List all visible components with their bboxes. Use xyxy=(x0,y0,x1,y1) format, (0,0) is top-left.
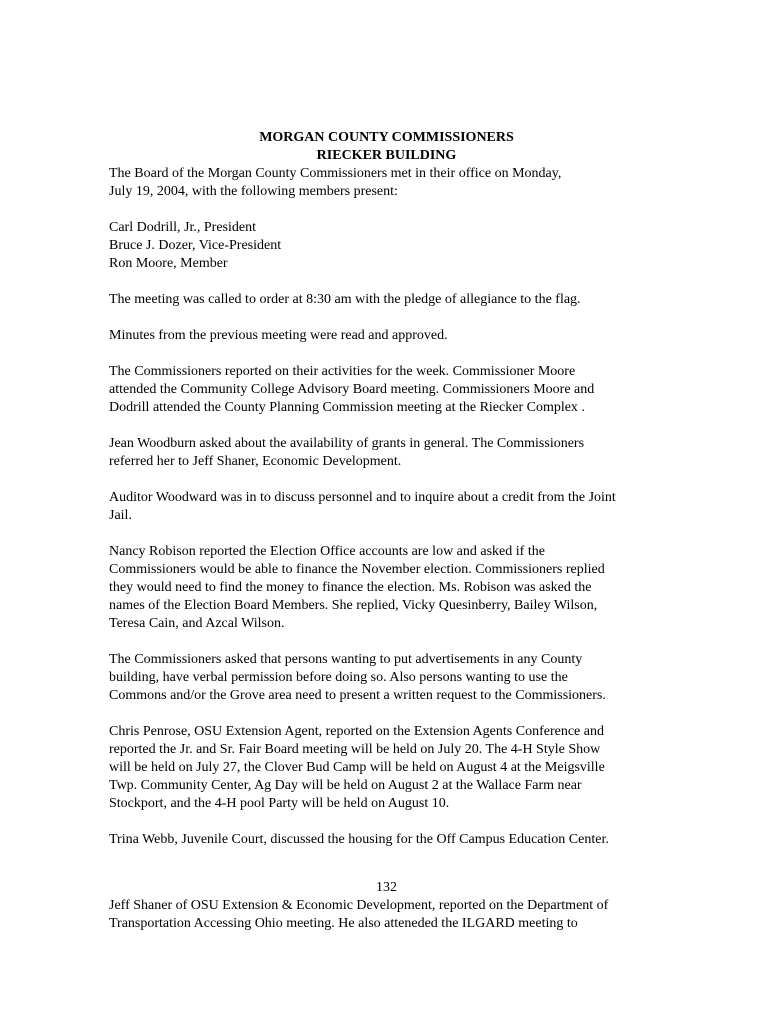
paragraph-extension-agent: Chris Penrose, OSU Extension Agent, reported on the Extension Agents Conference and reported the Jr. and Sr. Fair Board meeting will be held on July 20. The 4-H Style Show will be held on July 27, the Clover Bud Camp will be held on August 4 at the Meigsville Twp. Community Center, Ag Day will be held on August 2 at the Wallace Farm near Stockport, and the 4-H pool Party will be held on August 10. xyxy=(109,724,605,811)
paragraph-advertisements: The Commissioners asked that persons wanting to put advertisements in any County building, have verbal permission before doing so. Also persons wanting to use the Commons and/or the Grove area need to present a written request to the Commissioners. xyxy=(109,652,606,703)
member-item: Ron Moore, Member xyxy=(109,256,228,271)
document-title: MORGAN COUNTY COMMISSIONERS xyxy=(259,130,514,145)
paragraph-grants: Jean Woodburn asked about the availability of grants in general. The Commissioners referred her to Jeff Shaner, Economic Development. xyxy=(109,436,585,469)
member-item: Carl Dodrill, Jr., President xyxy=(109,220,256,235)
paragraph-juvenile-court: Trina Webb, Juvenile Court, discussed the housing for the Off Campus Education Center. xyxy=(109,832,609,847)
paragraph-call-to-order: The meeting was called to order at 8:30 am with the pledge of allegiance to the flag. xyxy=(109,292,581,307)
paragraph-election-office: Nancy Robison reported the Election Office accounts are low and asked if the Commissioners would be able to finance the November election. Commissioners replied they would need to find the money to finance the election. Ms. Robison was asked the names of the Election Board Members. She replied, Vicky Quesinberry, Bailey Wilson, Teresa Cain, and Azcal Wilson. xyxy=(109,544,605,631)
paragraph-commissioner-reports: The Commissioners reported on their activities for the week. Commissioner Moore attended the Community College Advisory Board meeting. Commissioners Moore and Dodrill attended the County Planning Commission meeting at the Riecker Complex . xyxy=(109,364,595,415)
members-list xyxy=(109,219,664,273)
paragraph-auditor: Auditor Woodward was in to discuss personnel and to inquire about a credit from the Joint Jail. xyxy=(109,490,616,523)
document-subtitle: RIECKER BUILDING xyxy=(316,148,457,163)
paragraph-continuation: Jeff Shaner of OSU Extension & Economic Development, reported on the Department of Transportation Accessing Ohio meeting. He also atteneded the ILGARD meeting to xyxy=(109,898,609,931)
member-item: Bruce J. Dozer, Vice-President xyxy=(109,238,282,253)
paragraph-minutes: Minutes from the previous meeting were read and approved. xyxy=(109,328,448,343)
intro-paragraph: The Board of the Morgan County Commissioners met in their office on Monday, July 19, 2004, with the following members present: xyxy=(109,166,562,199)
document-body xyxy=(109,129,664,933)
page-number: 132 xyxy=(376,880,397,895)
